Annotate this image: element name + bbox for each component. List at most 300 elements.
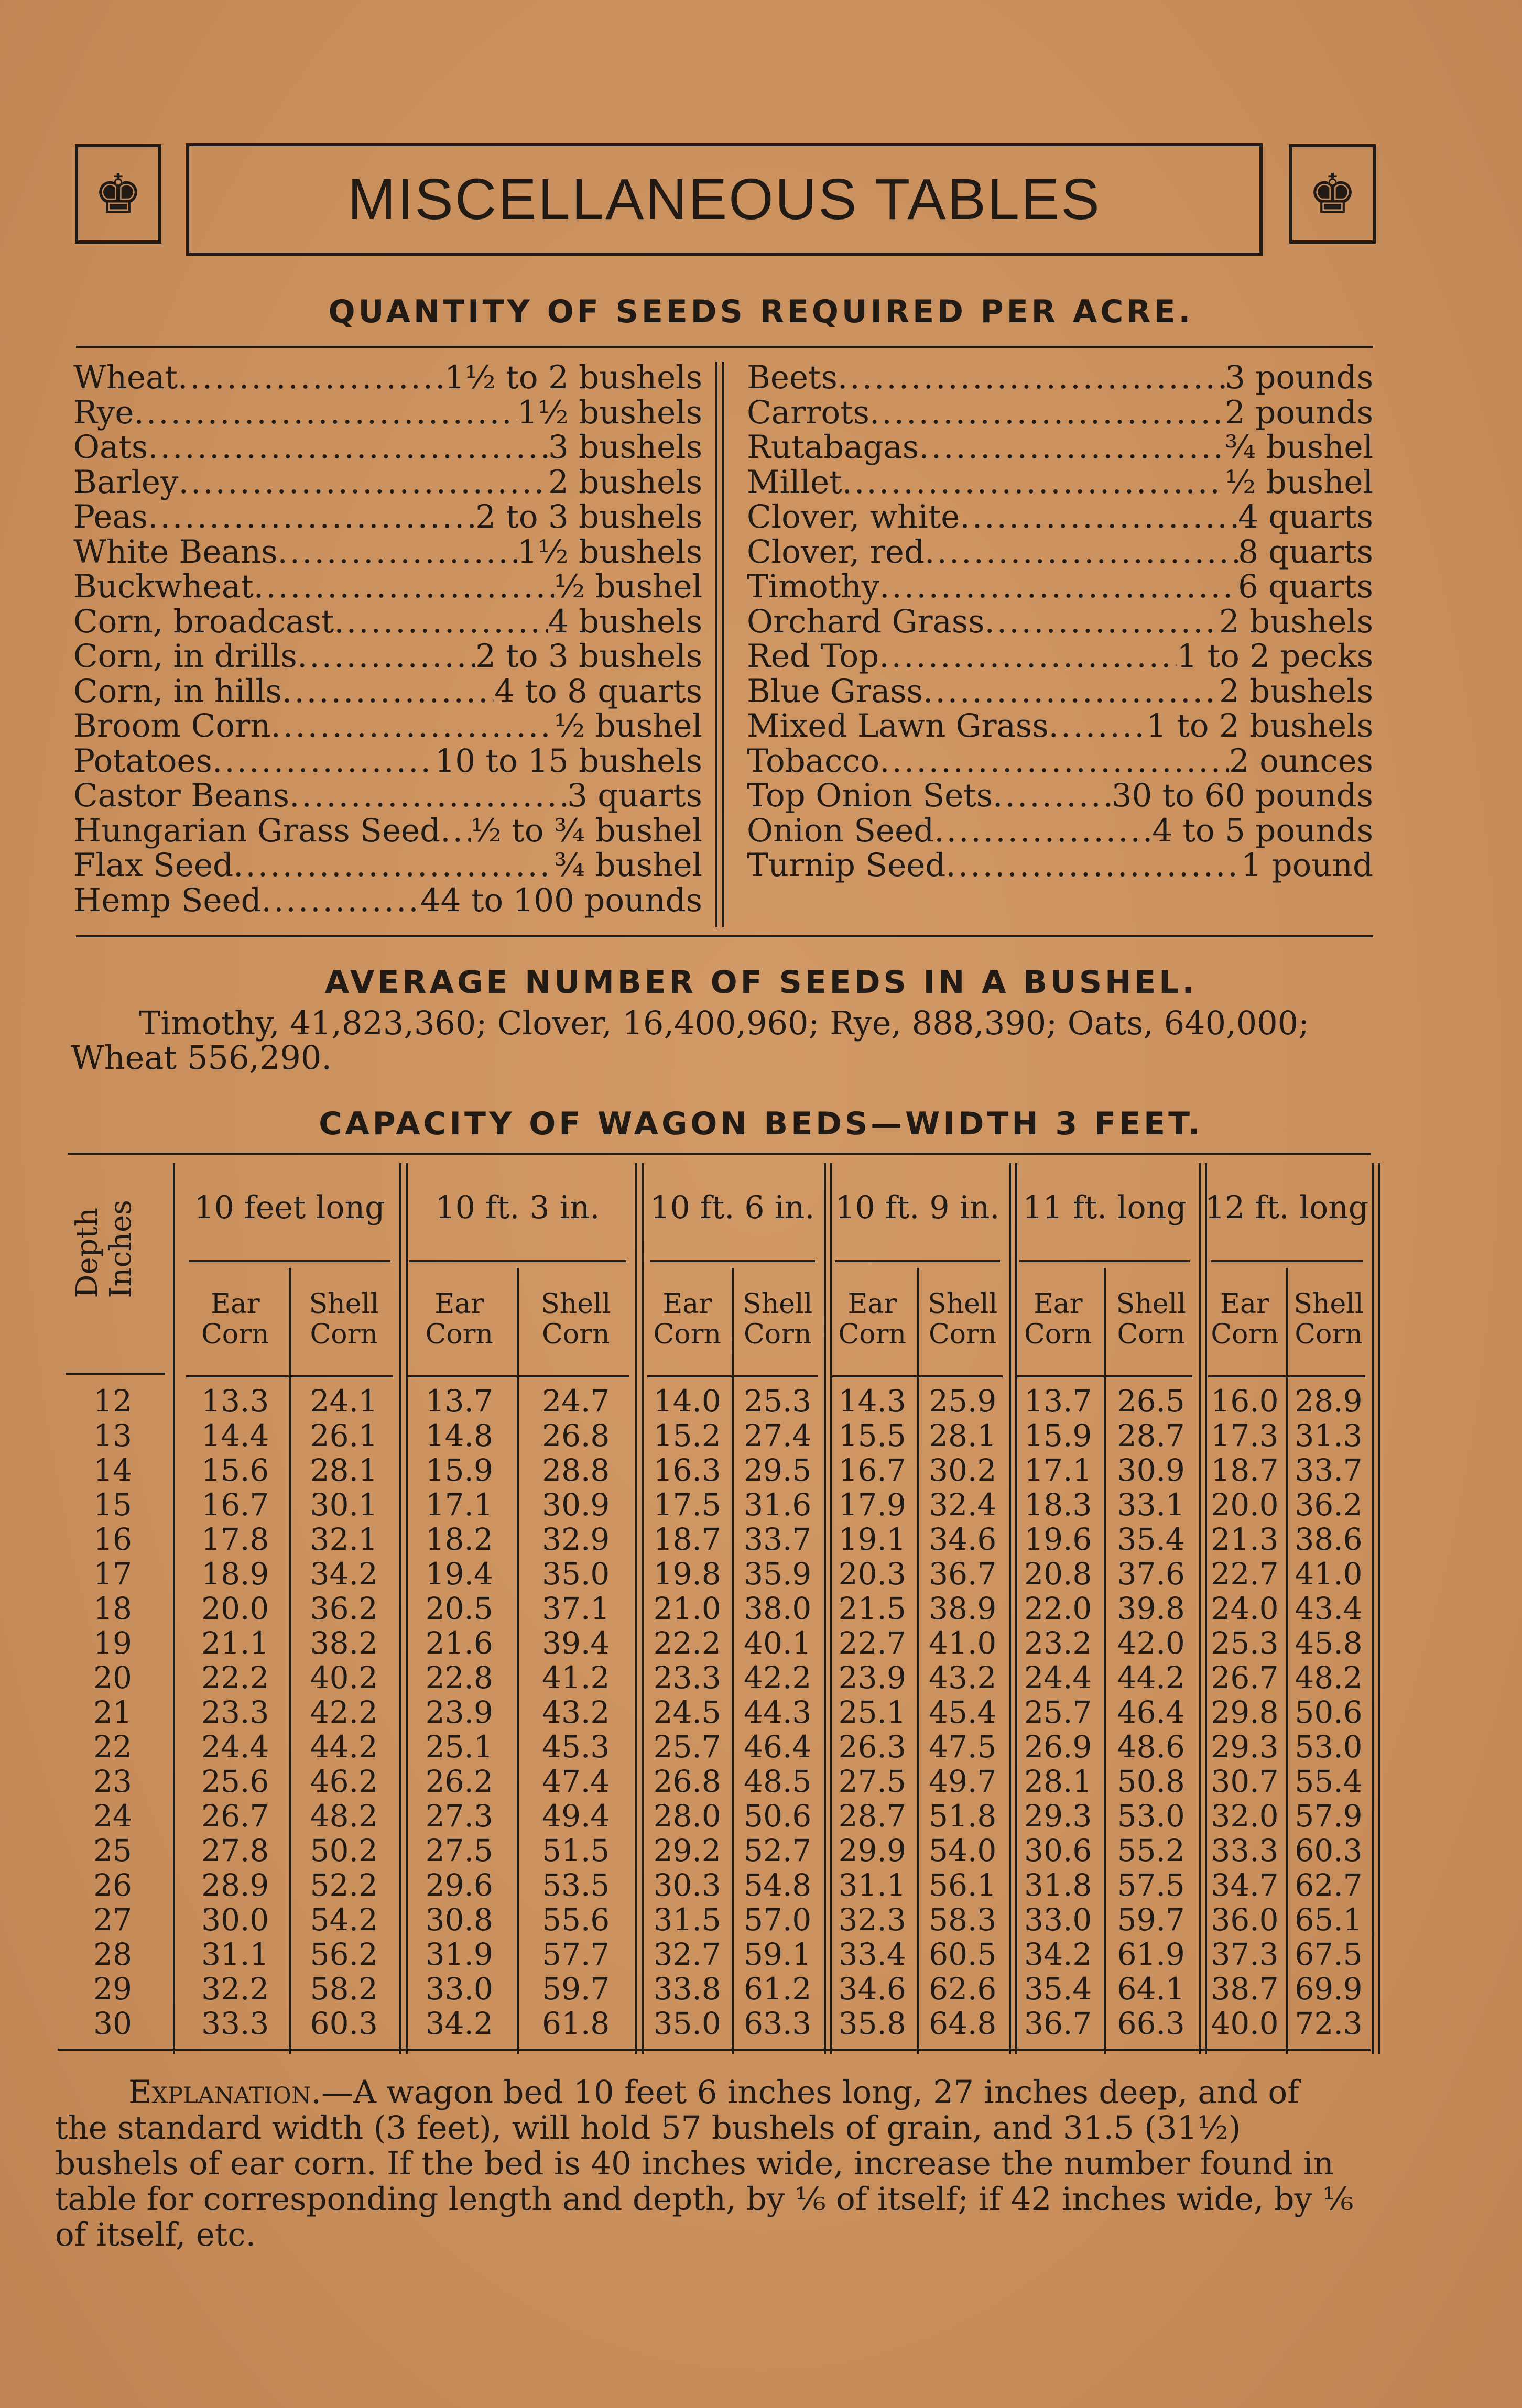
length-header: 10 ft. 6 in. (650, 1189, 815, 1226)
shell-corn-cell: 38.9 (929, 1591, 997, 1626)
ear-corn-cell: 34.2 (1024, 1936, 1092, 1972)
ear-corn-header: Ear Corn (425, 1288, 493, 1350)
seed-row (747, 744, 1373, 779)
seed-quantity: ¾ bushel (1224, 429, 1373, 466)
ear-corn-cell: 31.1 (838, 1867, 906, 1903)
ear-corn-cell: 26.9 (1024, 1729, 1092, 1765)
ear-corn-cell: 16.7 (838, 1452, 906, 1488)
shell-corn-cell: 52.2 (310, 1867, 378, 1903)
depth-cell: 16 (93, 1522, 132, 1557)
ear-corn-cell: 19.1 (838, 1522, 906, 1557)
shell-corn-cell: 60.3 (1295, 1833, 1363, 1868)
depth-cell: 22 (93, 1729, 132, 1765)
dot-leader (178, 360, 444, 396)
seed-item: Turnip Seed (747, 847, 946, 884)
shell-corn-cell: 32.9 (542, 1522, 610, 1557)
shell-corn-cell: 57.7 (542, 1936, 610, 1972)
ear-corn-cell: 15.5 (838, 1418, 906, 1453)
shell-corn-cell: 48.2 (310, 1798, 378, 1834)
shell-corn-cell: 44.2 (1117, 1660, 1185, 1695)
ear-corn-cell: 30.6 (1024, 1833, 1092, 1868)
shell-corn-cell: 36.2 (1295, 1487, 1363, 1523)
explanation-text: —A wagon bed 10 feet 6 inches long, 27 inches deep, and of the standard width (3 feet), will hold 57 bushels of grain, and 31.5 (31½) bushels of ear corn. If the bed is 40 inches wide, increase the number found in table for corresponding length and depth, by ⅙ of itself; if 42 inches wide, by ⅙ of itself, etc. (55, 2074, 1354, 2253)
seed-row (747, 605, 1373, 640)
shell-corn-cell: 60.3 (310, 2006, 378, 2041)
ear-corn-cell: 21.6 (425, 1625, 493, 1661)
shell-corn-cell: 56.2 (310, 1936, 378, 1972)
dot-leader (869, 396, 1225, 431)
dot-leader (984, 605, 1219, 640)
ear-corn-cell: 31.9 (425, 1936, 493, 1972)
ear-corn-cell: 21.1 (201, 1625, 269, 1661)
shell-corn-cell: 48.5 (744, 1764, 812, 1799)
depth-cell: 20 (93, 1660, 132, 1695)
ear-corn-cell: 30.3 (653, 1867, 721, 1903)
shell-corn-cell: 33.7 (1295, 1452, 1363, 1488)
dot-leader (212, 744, 435, 779)
dot-leader (879, 744, 1229, 779)
ear-corn-cell: 25.1 (838, 1694, 906, 1730)
seed-quantity: 2 bushels (548, 463, 702, 501)
seed-item: Clover, red (747, 533, 925, 571)
dot-leader (262, 883, 420, 918)
ear-corn-cell: 29.3 (1024, 1798, 1092, 1834)
ear-corn-cell: 26.8 (653, 1764, 721, 1799)
shell-corn-cell: 61.2 (744, 1971, 812, 2007)
depth-label: Depth (70, 1208, 104, 1298)
shell-corn-cell: 41.0 (1295, 1556, 1363, 1592)
depth-cell: 12 (93, 1383, 132, 1419)
shell-corn-cell: 42.2 (310, 1694, 378, 1730)
seed-quantity: 2 to 3 bushels (475, 638, 702, 675)
ear-corn-cell: 29.3 (1211, 1729, 1279, 1765)
seed-item: Wheat (73, 359, 178, 396)
shell-corn-cell: 27.4 (744, 1418, 812, 1453)
ear-corn-cell: 34.7 (1211, 1867, 1279, 1903)
shell-corn-cell: 25.3 (744, 1383, 812, 1419)
ear-corn-cell: 24.0 (1211, 1591, 1279, 1626)
seed-row (747, 465, 1373, 500)
seed-quantity: 1½ bushels (517, 393, 702, 431)
shell-corn-header: Shell Corn (541, 1288, 611, 1350)
ear-corn-cell: 19.8 (653, 1556, 721, 1592)
seed-item: Rye (73, 393, 134, 431)
ear-corn-cell: 24.4 (201, 1729, 269, 1765)
shell-corn-cell: 55.2 (1117, 1833, 1185, 1868)
group-divider (1372, 1163, 1374, 2054)
ear-corn-cell: 16.3 (653, 1452, 721, 1488)
seed-row (73, 744, 702, 779)
ear-corn-header: Ear Corn (838, 1288, 906, 1350)
seed-quantity: 30 to 60 pounds (1111, 777, 1373, 814)
ear-corn-cell: 32.3 (838, 1902, 906, 1938)
shell-corn-cell: 24.7 (542, 1383, 610, 1419)
dot-leader (148, 430, 548, 465)
ear-corn-cell: 17.3 (1211, 1418, 1279, 1453)
seed-quantity: 4 to 8 quarts (494, 672, 702, 710)
ear-corn-cell: 20.0 (201, 1591, 269, 1626)
ear-corn-cell: 15.9 (425, 1452, 493, 1488)
seed-item: Buckwheat (73, 568, 254, 605)
ear-corn-cell: 32.7 (653, 1936, 721, 1972)
dot-leader (1049, 709, 1147, 744)
seed-quantity: ½ bushel (553, 707, 702, 745)
shell-corn-cell: 66.3 (1117, 2006, 1185, 2041)
ear-corn-cell: 28.9 (201, 1867, 269, 1903)
shell-corn-cell: 43.2 (929, 1660, 997, 1695)
seed-quantity: ¾ bushel (553, 847, 702, 884)
group-divider (1378, 1163, 1380, 2054)
seed-row (73, 465, 702, 500)
ear-corn-cell: 18.7 (1211, 1452, 1279, 1488)
ear-corn-cell: 27.5 (425, 1833, 493, 1868)
seed-quantity: ½ bushel (1224, 463, 1373, 501)
length-rule (189, 1260, 390, 1262)
dot-leader (277, 535, 517, 570)
seed-item: Corn, in drills (73, 638, 297, 675)
shell-corn-cell: 50.2 (310, 1833, 378, 1868)
shell-corn-cell: 38.6 (1295, 1522, 1363, 1557)
shell-corn-cell: 64.1 (1117, 1971, 1185, 2007)
ear-corn-cell: 27.5 (838, 1764, 906, 1799)
ear-corn-cell: 22.8 (425, 1660, 493, 1695)
shell-corn-cell: 42.2 (744, 1660, 812, 1695)
dot-leader (297, 639, 475, 674)
shell-corn-cell: 45.3 (542, 1729, 610, 1765)
dot-leader (925, 535, 1238, 570)
seed-quantity: 1½ bushels (517, 533, 702, 571)
shell-corn-cell: 37.1 (542, 1591, 610, 1626)
seed-item: Hemp Seed (73, 881, 262, 919)
seed-item: Timothy (747, 568, 880, 605)
explanation-label: Explanation. (128, 2074, 321, 2111)
inches-label: Inches (104, 1200, 138, 1298)
ear-corn-cell: 26.3 (838, 1729, 906, 1765)
seed-quantity: 1 to 2 bushels (1146, 707, 1373, 745)
seed-quantity: 1 to 2 pecks (1177, 638, 1373, 675)
seed-quantity: 2 to 3 bushels (475, 498, 702, 535)
length-header: 12 ft. long (1204, 1189, 1369, 1226)
shell-corn-cell: 35.9 (744, 1556, 812, 1592)
ear-corn-cell: 28.0 (653, 1798, 721, 1834)
ear-corn-cell: 33.3 (1211, 1833, 1279, 1868)
shell-corn-cell: 30.9 (542, 1487, 610, 1523)
shell-corn-cell: 41.0 (929, 1625, 997, 1661)
length-rule (1019, 1260, 1190, 1262)
ear-corn-cell: 23.9 (425, 1694, 493, 1730)
ear-corn-cell: 14.3 (838, 1383, 906, 1419)
ear-corn-cell: 40.0 (1211, 2006, 1279, 2041)
depth-cell: 29 (93, 1971, 132, 2007)
wagon-section-title: CAPACITY OF WAGON BEDS—WIDTH 3 FEET. (319, 1106, 1203, 1142)
shell-corn-cell: 54.0 (929, 1833, 997, 1868)
wagon-bottom-rule (58, 2049, 1371, 2051)
dot-leader (879, 639, 1177, 674)
seed-quantity: 1 pound (1241, 847, 1373, 884)
shell-corn-cell: 67.5 (1295, 1936, 1363, 1972)
shell-corn-cell: 25.9 (929, 1383, 997, 1419)
ear-corn-cell: 30.0 (201, 1902, 269, 1938)
shell-corn-cell: 36.2 (310, 1591, 378, 1626)
ear-corn-cell: 19.6 (1024, 1522, 1092, 1557)
depth-cell: 19 (93, 1625, 132, 1661)
seed-row (73, 535, 702, 570)
shell-corn-cell: 24.1 (310, 1383, 378, 1419)
shell-corn-cell: 55.6 (542, 1902, 610, 1938)
ear-corn-cell: 25.6 (201, 1764, 269, 1799)
seed-item: Clover, white (747, 498, 960, 535)
seed-item: Peas (73, 498, 148, 535)
shell-corn-cell: 41.2 (542, 1660, 610, 1695)
group-divider (824, 1163, 826, 2054)
shell-corn-cell: 54.8 (744, 1867, 812, 1903)
seed-row (73, 814, 702, 849)
group-divider (1199, 1163, 1201, 2054)
shell-corn-header: Shell Corn (743, 1288, 813, 1350)
seed-item: Corn, broadcast (73, 603, 334, 640)
bushel-text: Timothy, 41,823,360; Clover, 16,400,960; Rye, 888,390; Oats, 640,000; Wheat 556,290. (71, 1004, 1309, 1077)
dot-leader (282, 674, 494, 709)
shell-corn-header: Shell Corn (309, 1288, 379, 1350)
dot-leader (440, 814, 471, 849)
ear-corn-cell: 15.9 (1024, 1418, 1092, 1453)
ear-corn-cell: 28.1 (1024, 1764, 1092, 1799)
ear-corn-cell: 32.0 (1211, 1798, 1279, 1834)
title-box (186, 143, 1263, 256)
ear-corn-cell: 13.3 (201, 1383, 269, 1419)
ear-corn-cell: 17.8 (201, 1522, 269, 1557)
page-title: MISCELLANEOUS TABLES (347, 167, 1101, 232)
seeds-bottom-rule (76, 935, 1373, 937)
shell-corn-cell: 33.7 (744, 1522, 812, 1557)
depth-cell: 25 (93, 1833, 132, 1868)
ear-corn-cell: 26.2 (425, 1764, 493, 1799)
ear-corn-cell: 29.9 (838, 1833, 906, 1868)
ear-corn-cell: 17.9 (838, 1487, 906, 1523)
shell-corn-cell: 59.7 (1117, 1902, 1185, 1938)
dot-leader (838, 360, 1225, 396)
ear-corn-cell: 14.0 (653, 1383, 721, 1419)
seed-item: Barley (73, 463, 179, 501)
depth-cell: 18 (93, 1591, 132, 1626)
ear-corn-cell: 20.0 (1211, 1487, 1279, 1523)
seed-quantity: 3 pounds (1225, 359, 1373, 396)
ear-corn-cell: 19.4 (425, 1556, 493, 1592)
depth-header-rule (66, 1373, 165, 1375)
ear-corn-cell: 35.4 (1024, 1971, 1092, 2007)
seed-item: Tobacco (747, 742, 880, 780)
shell-corn-cell: 49.4 (542, 1798, 610, 1834)
ear-corn-cell: 25.1 (425, 1729, 493, 1765)
seed-row (747, 848, 1373, 883)
seed-row (73, 848, 702, 883)
seed-quantity: 4 to 5 pounds (1152, 812, 1373, 849)
ear-corn-cell: 29.8 (1211, 1694, 1279, 1730)
seed-item: Top Onion Sets (747, 777, 993, 814)
shell-corn-cell: 43.2 (542, 1694, 610, 1730)
shell-corn-cell: 29.5 (744, 1452, 812, 1488)
ear-corn-cell: 20.5 (425, 1591, 493, 1626)
shell-corn-cell: 52.7 (744, 1833, 812, 1868)
dot-leader (960, 500, 1238, 535)
seed-row (73, 605, 702, 640)
shell-corn-cell: 49.7 (929, 1764, 997, 1799)
dot-leader (923, 674, 1219, 709)
seed-row (73, 570, 702, 605)
shell-corn-cell: 63.3 (744, 2006, 812, 2041)
shell-corn-cell: 53.0 (1117, 1798, 1185, 1834)
shell-corn-cell: 65.1 (1295, 1902, 1363, 1938)
seed-quantity: 44 to 100 pounds (420, 881, 702, 919)
ear-corn-cell: 16.0 (1211, 1383, 1279, 1419)
ear-corn-cell: 22.2 (653, 1625, 721, 1661)
shell-corn-cell: 51.8 (929, 1798, 997, 1834)
ear-corn-cell: 33.8 (653, 1971, 721, 2007)
shell-corn-cell: 69.9 (1295, 1971, 1363, 2007)
ear-corn-cell: 22.7 (1211, 1556, 1279, 1592)
seed-row (747, 500, 1373, 535)
seed-list-right (747, 360, 1373, 883)
seed-row (73, 639, 702, 674)
depth-header (71, 1200, 138, 1298)
seed-item: Red Top (747, 638, 879, 675)
shell-corn-cell: 48.6 (1117, 1729, 1185, 1765)
group-divider (1009, 1163, 1011, 2054)
shell-corn-cell: 26.5 (1117, 1383, 1185, 1419)
shell-corn-cell: 37.6 (1117, 1556, 1185, 1592)
seed-row (73, 779, 702, 814)
ear-corn-cell: 24.4 (1024, 1660, 1092, 1695)
dot-leader (919, 430, 1225, 465)
seed-row (73, 709, 702, 744)
shell-corn-cell: 47.4 (542, 1764, 610, 1799)
depth-cell: 28 (93, 1936, 132, 1972)
depth-cell: 17 (93, 1556, 132, 1592)
ear-corn-cell: 38.7 (1211, 1971, 1279, 2007)
dot-leader (879, 570, 1238, 605)
seed-item: Mixed Lawn Grass (747, 707, 1049, 745)
ear-corn-cell: 37.3 (1211, 1936, 1279, 1972)
ear-corn-cell: 28.7 (838, 1798, 906, 1834)
group-divider (635, 1163, 637, 2054)
seed-row (747, 639, 1373, 674)
seed-row (73, 430, 702, 465)
shell-corn-cell: 58.3 (929, 1902, 997, 1938)
shell-corn-cell: 61.9 (1117, 1936, 1185, 1972)
dot-leader (945, 848, 1241, 883)
shell-corn-cell: 47.5 (929, 1729, 997, 1765)
ear-corn-cell: 17.5 (653, 1487, 721, 1523)
shell-corn-cell: 30.9 (1117, 1452, 1185, 1488)
depth-divider (173, 1163, 175, 2054)
shell-corn-cell: 44.2 (310, 1729, 378, 1765)
seed-row (747, 535, 1373, 570)
ear-corn-cell: 23.9 (838, 1660, 906, 1695)
ear-corn-cell: 15.6 (201, 1452, 269, 1488)
shell-corn-cell: 38.2 (310, 1625, 378, 1661)
dot-leader (178, 465, 548, 500)
shell-corn-cell: 60.5 (929, 1936, 997, 1972)
dot-leader (148, 500, 475, 535)
shell-corn-cell: 28.8 (542, 1452, 610, 1488)
seed-quantity: 1½ to 2 bushels (444, 359, 702, 396)
ear-corn-cell: 30.7 (1211, 1764, 1279, 1799)
ear-corn-cell: 21.0 (653, 1591, 721, 1626)
length-header: 10 ft. 3 in. (435, 1189, 600, 1226)
shell-corn-cell: 50.6 (744, 1798, 812, 1834)
seed-quantity: ½ bushel (553, 568, 702, 605)
ear-corn-cell: 23.3 (653, 1660, 721, 1695)
shell-corn-cell: 40.2 (310, 1660, 378, 1695)
seed-row (73, 360, 702, 396)
ear-corn-cell: 32.2 (201, 1971, 269, 2007)
ear-corn-cell: 36.7 (1024, 2006, 1092, 2041)
ear-corn-cell: 20.8 (1024, 1556, 1092, 1592)
seed-row (73, 674, 702, 709)
shell-corn-cell: 28.9 (1295, 1383, 1363, 1419)
seed-item: Carrots (747, 393, 869, 431)
seed-quantity: 8 quarts (1238, 533, 1373, 571)
depth-cell: 27 (93, 1902, 132, 1938)
shell-corn-cell: 54.2 (310, 1902, 378, 1938)
seed-quantity: 4 quarts (1238, 498, 1373, 535)
dot-leader (289, 779, 567, 814)
ear-corn-cell: 13.7 (425, 1383, 493, 1419)
ear-corn-header: Ear Corn (201, 1288, 269, 1350)
bushel-section-title: AVERAGE NUMBER OF SEEDS IN A BUSHEL. (324, 964, 1198, 1001)
seed-row (73, 393, 702, 431)
shell-corn-cell: 58.2 (310, 1971, 378, 2007)
shell-corn-cell: 53.0 (1295, 1729, 1363, 1765)
seed-quantity: 2 bushels (1219, 672, 1373, 710)
shell-corn-cell: 33.1 (1117, 1487, 1185, 1523)
dot-leader (254, 570, 554, 605)
seed-item: Rutabagas (747, 429, 919, 466)
seed-item: Blue Grass (747, 672, 923, 710)
length-header: 10 feet long (194, 1189, 385, 1226)
shell-corn-cell: 32.4 (929, 1487, 997, 1523)
ear-corn-cell: 22.7 (838, 1625, 906, 1661)
dot-leader (233, 848, 554, 883)
ear-corn-cell: 21.5 (838, 1591, 906, 1626)
length-rule (1211, 1260, 1363, 1262)
seed-item: Beets (747, 359, 838, 396)
seed-quantity: 10 to 15 bushels (434, 742, 702, 780)
seed-item: Millet (747, 463, 842, 501)
ear-corn-cell: 35.0 (653, 2006, 721, 2041)
ear-corn-cell: 31.1 (201, 1936, 269, 1972)
ear-corn-cell: 31.8 (1024, 1867, 1092, 1903)
ear-corn-cell: 24.5 (653, 1694, 721, 1730)
shell-corn-cell: 30.1 (310, 1487, 378, 1523)
shell-corn-cell: 28.7 (1117, 1418, 1185, 1453)
ear-corn-cell: 20.3 (838, 1556, 906, 1592)
shell-corn-cell: 39.4 (542, 1625, 610, 1661)
shell-corn-cell: 56.1 (929, 1867, 997, 1903)
shell-corn-cell: 61.8 (542, 2006, 610, 2041)
ear-corn-cell: 22.0 (1024, 1591, 1092, 1626)
shell-corn-cell: 28.1 (310, 1452, 378, 1488)
shell-corn-cell: 45.8 (1295, 1625, 1363, 1661)
length-rule (650, 1260, 815, 1262)
seed-quantity: 6 quarts (1238, 568, 1373, 605)
shell-corn-cell: 46.4 (1117, 1694, 1185, 1730)
seed-item: Oats (73, 429, 148, 466)
ear-corn-cell: 14.8 (425, 1418, 493, 1453)
ear-corn-cell: 18.3 (1024, 1487, 1092, 1523)
shell-corn-cell: 57.9 (1295, 1798, 1363, 1834)
ear-corn-cell: 23.3 (201, 1694, 269, 1730)
